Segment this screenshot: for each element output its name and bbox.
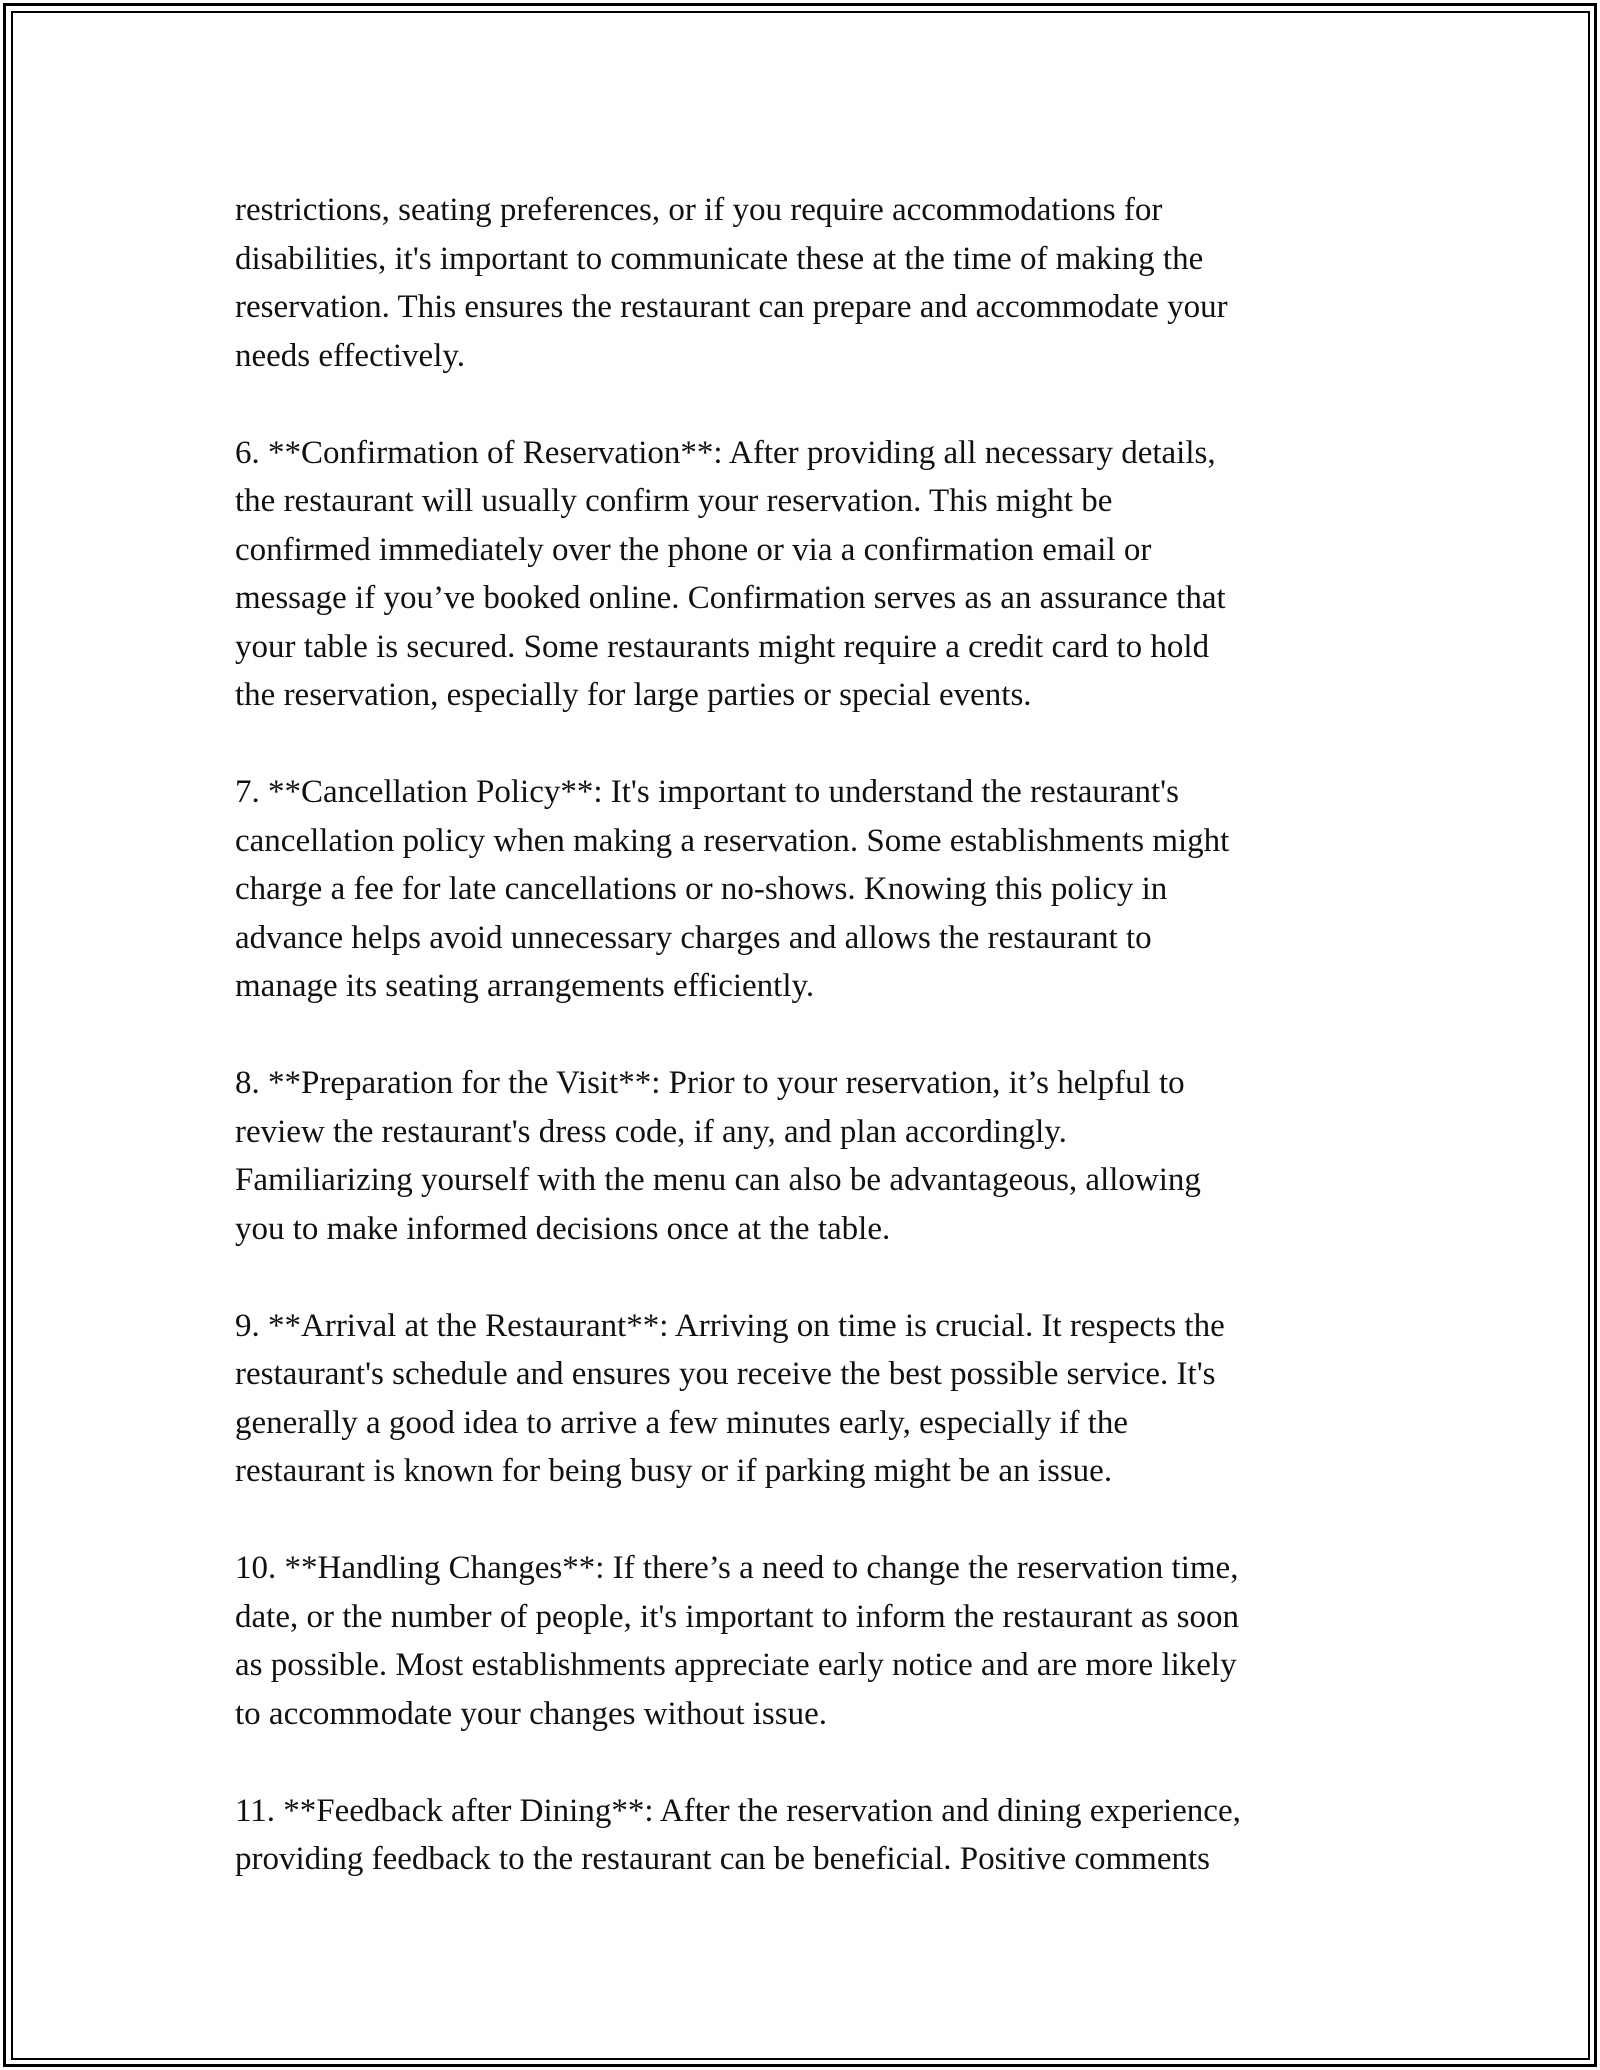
text-line: 7. **Cancellation Policy**: It's important to understand the restaurant's <box>235 774 1179 810</box>
paragraph-handling-changes <box>235 1544 1375 1738</box>
text-line: to accommodate your changes without issue. <box>235 1695 828 1732</box>
text-line: restrictions, seating preferences, or if you require accommodations for <box>235 192 1163 228</box>
text-line: restaurant is known for being busy or if parking might be an issue. <box>235 1453 1113 1489</box>
text-line: message if you’ve booked online. Confirmation serves as an assurance that <box>235 580 1226 616</box>
text-line: restaurant's schedule and ensures you receive the best possible service. It's <box>235 1356 1216 1392</box>
text-line: disabilities, it's important to communicate these at the time of making the <box>235 240 1204 277</box>
text-line: the restaurant will usually confirm your reservation. This might be <box>235 483 1113 519</box>
paragraph-feedback-after-dining <box>235 1787 1375 1884</box>
text-line: advance helps avoid unnecessary charges and allows the restaurant to <box>235 919 1152 956</box>
paragraph-cancellation-policy <box>235 768 1375 1011</box>
text-line: your table is secured. Some restaurants might require a credit card to hold <box>235 628 1210 665</box>
text-line: review the restaurant's dress code, if any, and plan accordingly. <box>235 1113 1067 1150</box>
text-line: charge a fee for late cancellations or no-shows. Knowing this policy in <box>235 871 1168 907</box>
text-line: needs effectively. <box>235 337 465 374</box>
text-line: the reservation, especially for large parties or special events. <box>235 677 1032 713</box>
text-line: confirmed immediately over the phone or via a confirmation email or <box>235 531 1152 568</box>
text-line: 8. **Preparation for the Visit**: Prior to your reservation, it’s helpful to <box>235 1065 1185 1101</box>
document-body <box>235 186 1375 1932</box>
paragraph-preparation-for-visit <box>235 1059 1375 1253</box>
text-line: you to make informed decisions once at the table. <box>235 1210 891 1247</box>
text-line: reservation. This ensures the restaurant can prepare and accommodate your <box>235 289 1228 325</box>
text-line: providing feedback to the restaurant can be beneficial. Positive comments <box>235 1841 1210 1877</box>
text-line: 9. **Arrival at the Restaurant**: Arriving on time is crucial. It respects the <box>235 1307 1225 1344</box>
text-line: cancellation policy when making a reservation. Some establishments might <box>235 822 1230 859</box>
text-line: manage its seating arrangements efficiently. <box>235 968 815 1004</box>
paragraph-continuation <box>235 186 1375 380</box>
text-line: 11. **Feedback after Dining**: After the reservation and dining experience, <box>235 1792 1241 1829</box>
paragraph-arrival-at-restaurant <box>235 1302 1375 1496</box>
text-line: 10. **Handling Changes**: If there’s a need to change the reservation time, <box>235 1550 1239 1586</box>
text-line: Familiarizing yourself with the menu can also be advantageous, allowing <box>235 1162 1201 1198</box>
paragraph-confirmation-of-reservation <box>235 429 1375 720</box>
text-line: date, or the number of people, it's important to inform the restaurant as soon <box>235 1598 1239 1635</box>
text-line: 6. **Confirmation of Reservation**: After providing all necessary details, <box>235 434 1216 471</box>
text-line: generally a good idea to arrive a few minutes early, especially if the <box>235 1404 1129 1441</box>
text-line: as possible. Most establishments appreciate early notice and are more likely <box>235 1647 1237 1683</box>
